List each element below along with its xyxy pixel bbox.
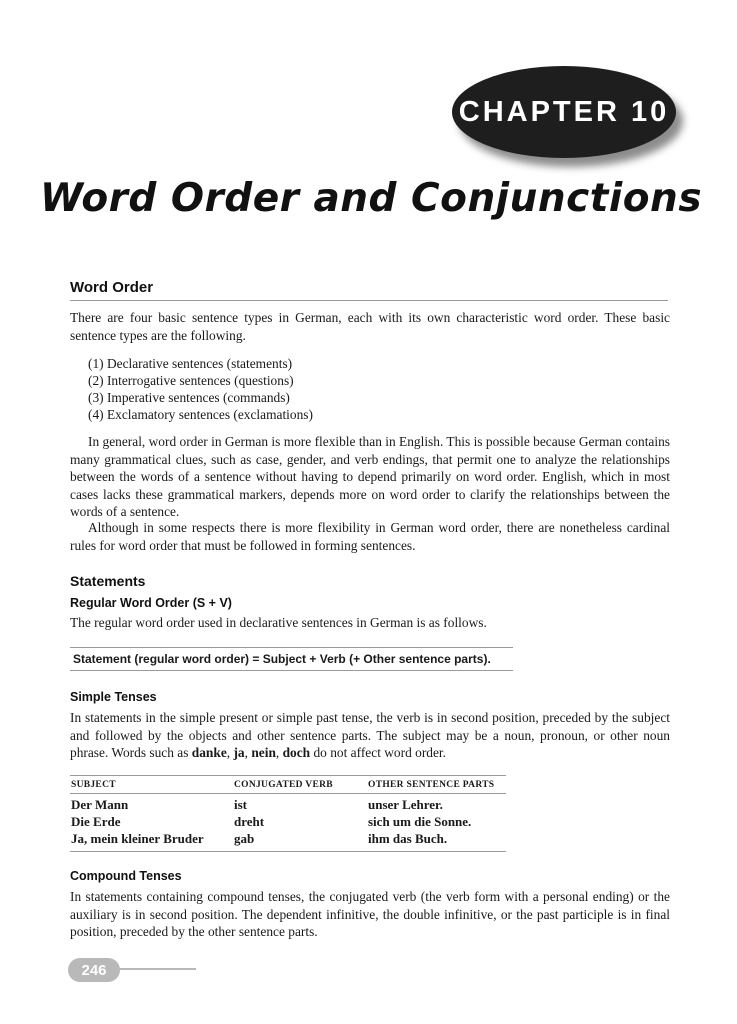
table-cell: dreht <box>234 814 265 829</box>
section-heading-word-order: Word Order <box>70 279 154 296</box>
table-cell: Ja, mein kleiner Bruder <box>71 831 204 846</box>
subheading-regular-word-order: Regular Word Order (S + V) <box>70 596 232 610</box>
text-run: , <box>244 745 252 760</box>
page-number-text: 246 <box>81 961 107 979</box>
bold-word: nein <box>251 745 276 760</box>
table-rule-top <box>70 775 506 776</box>
text-run: do not affect word order. <box>310 745 446 760</box>
table-cell: gab <box>234 831 255 846</box>
text-run: In statements in the simple present or simple past tense, the verb is in second position, preceded by the subject and followed by the objects and other sentence parts. The subject may be a noun, pronoun, or other noun phrase. Words such as <box>70 710 670 760</box>
list-item: (3) Imperative sentences (commands) <box>88 390 290 405</box>
page-number <box>68 958 120 982</box>
table-header-verb: CONJUGATED VERB <box>234 780 333 790</box>
table-cell: Der Mann <box>71 797 129 812</box>
bold-word: ja <box>233 745 245 760</box>
table-cell: sich um die Sonne. <box>368 814 472 829</box>
subheading-compound-tenses: Compound Tenses <box>70 869 182 883</box>
table-header-other: OTHER SENTENCE PARTS <box>368 780 495 790</box>
formula-statement: Statement (regular word order) = Subject + Verb (+ Other sentence parts). <box>73 652 491 666</box>
text-run: , <box>226 745 234 760</box>
table-cell: ihm das Buch. <box>368 831 448 846</box>
list-item: (1) Declarative sentences (statements) <box>88 356 293 371</box>
sentence-type-list <box>88 355 313 423</box>
section-divider <box>70 300 668 301</box>
table-cell: unser Lehrer. <box>368 797 443 812</box>
table-rule-header <box>70 793 506 794</box>
chapter-label: CHAPTER 10 <box>458 95 670 128</box>
simple-tenses-paragraph <box>70 709 670 762</box>
statements-intro: The regular word order used in declarative sentences in German is as follows. <box>70 615 487 630</box>
subheading-simple-tenses: Simple Tenses <box>70 690 157 704</box>
table-header-subject: SUBJECT <box>71 780 116 790</box>
bold-word: doch <box>282 745 311 760</box>
table-rule-bottom <box>70 851 506 852</box>
chapter-title: Word Order and Conjunctions <box>40 176 703 221</box>
formula-rule-bottom <box>70 670 513 671</box>
page-number-line <box>118 968 196 970</box>
list-item: (4) Exclamatory sentences (exclamations) <box>88 407 313 422</box>
bold-word: danke <box>191 745 227 760</box>
table-cell: Die Erde <box>71 814 121 829</box>
chapter-badge <box>452 66 676 158</box>
section-heading-statements: Statements <box>70 573 146 589</box>
body-paragraph: In general, word order in German is more flexible than in English. This is possible because German contains many grammatical clues, such as case, gender, and verb endings, that permit one to analyze the relationships between the words of a sentence without having to depend primarily on word order. English, which in most cases lacks these grammatical markers, depends more on word order to clarify the relationships between the words of a sentence. <box>70 434 670 519</box>
list-item: (2) Interrogative sentences (questions) <box>88 373 294 388</box>
table-cell: ist <box>234 797 247 812</box>
formula-rule-top <box>70 647 513 648</box>
body-paragraph: Although in some respects there is more flexibility in German word order, there are nonetheless cardinal rules for word order that must be followed in forming sentences. <box>70 520 670 553</box>
intro-paragraph: There are four basic sentence types in German, each with its own characteristic word order. These basic sentence types are the following. <box>70 310 670 343</box>
text-run: , <box>275 745 283 760</box>
compound-tenses-paragraph: In statements containing compound tenses, the conjugated verb (the verb form with a personal ending) or the auxiliary is in second position. The dependent infinitive, the double infinitive, or the past participle is in final position, preceded by the other sentence parts. <box>70 889 670 939</box>
